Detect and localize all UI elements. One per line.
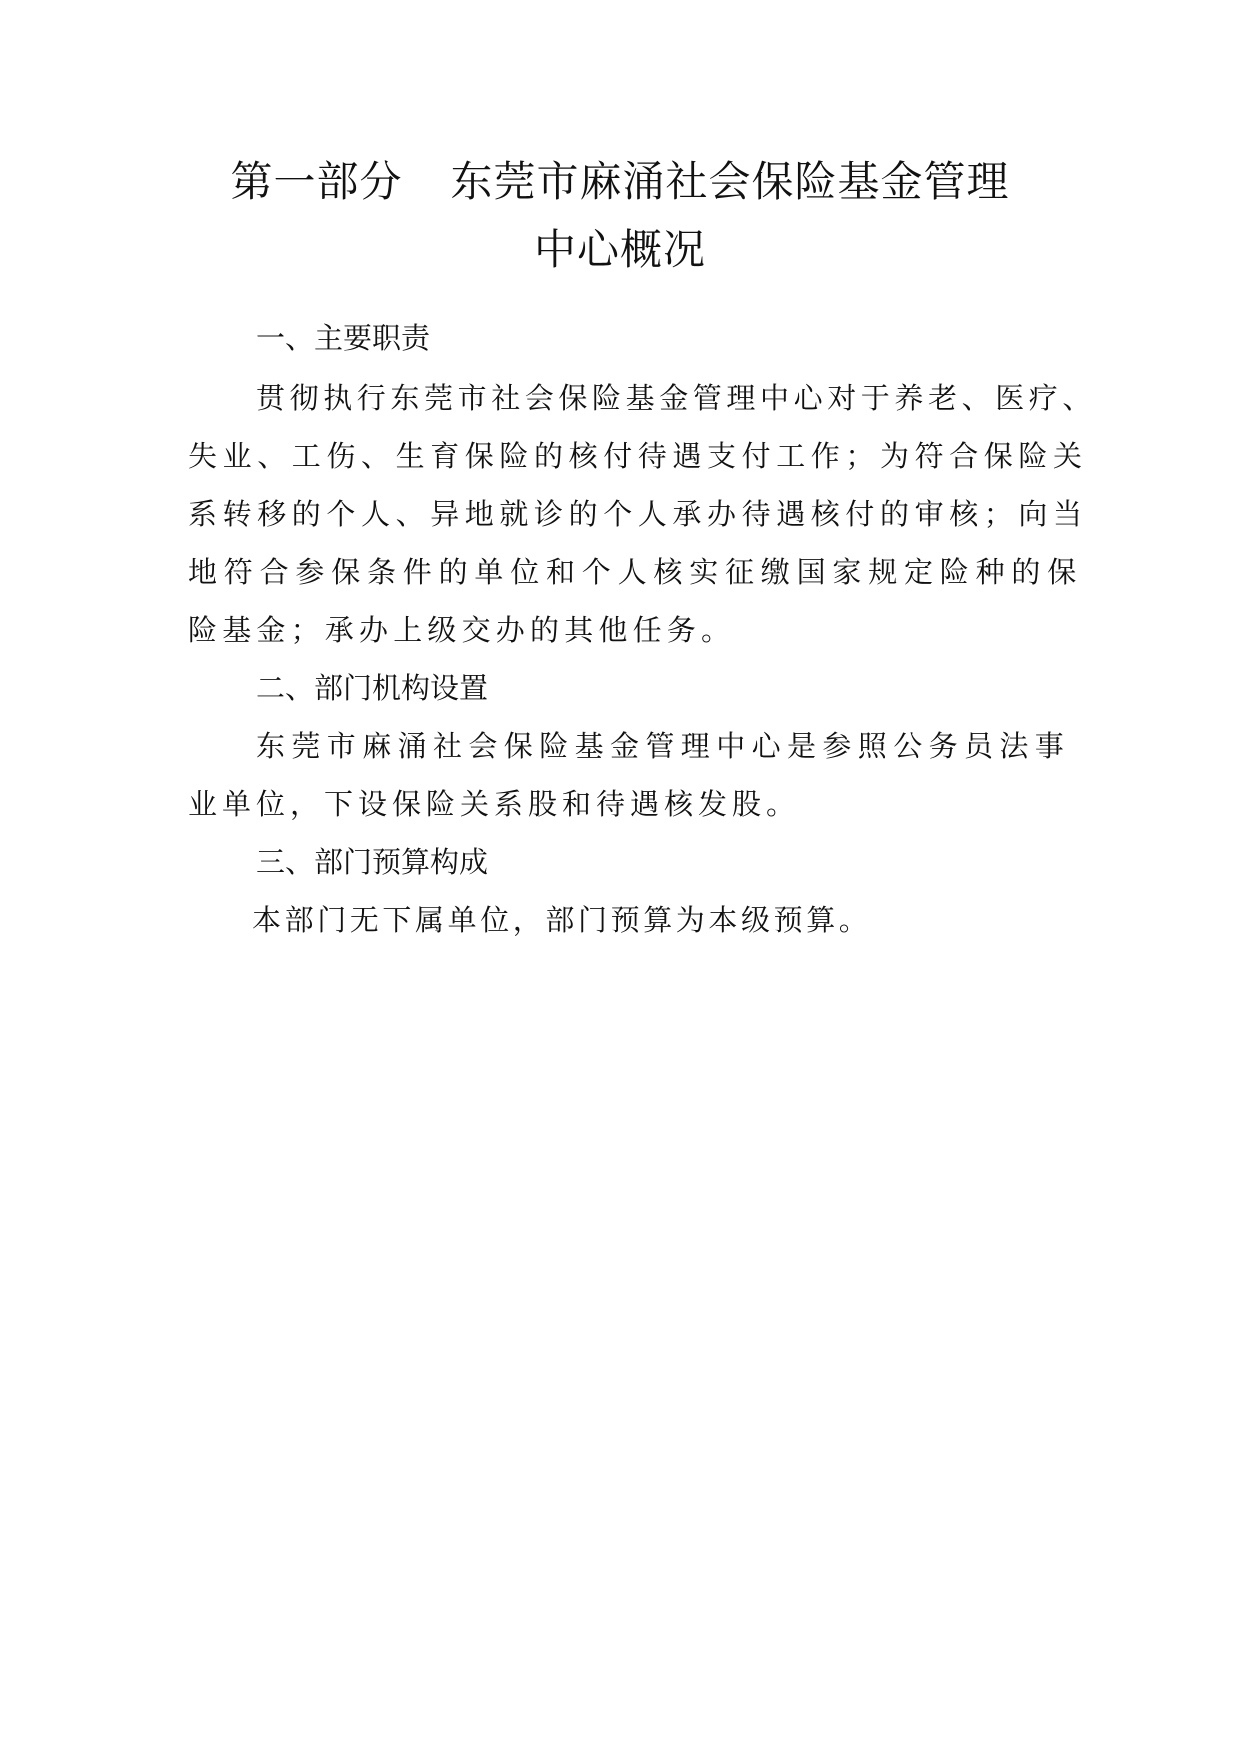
document-title-line-2: 中心概况 xyxy=(533,225,706,274)
paragraph-line: 业单位，下设保险关系股和待遇核发股。 xyxy=(188,787,801,821)
paragraph-line: 失业、工伤、生育保险的核付待遇支付工作；为符合保险关 xyxy=(188,439,1088,473)
paragraph-line: 东莞市麻涌社会保险基金管理中心是参照公务员法事 xyxy=(256,729,1071,763)
paragraph-line: 本部门无下属单位，部门预算为本级预算。 xyxy=(252,903,872,937)
document-title-line-1 xyxy=(150,152,1090,212)
paragraph-line: 贯彻执行东莞市社会保险基金管理中心对于养老、医疗、 xyxy=(256,381,1097,415)
title-part-label: 第一部分 xyxy=(230,157,403,206)
section-heading-department-structure: 二、部门机构设置 xyxy=(256,671,489,705)
paragraph-line: 地符合参保条件的单位和个人核实征缴国家规定险种的保 xyxy=(188,555,1084,589)
paragraph-line: 系转移的个人、异地就诊的个人承办待遇核付的审核；向当 xyxy=(188,497,1088,531)
section-heading-main-duties: 一、主要职责 xyxy=(256,321,431,355)
paragraph-line: 险基金；承办上级交办的其他任务。 xyxy=(188,613,736,647)
section-heading-budget-composition: 三、部门预算构成 xyxy=(256,845,489,879)
title-organization-name: 东莞市麻涌社会保险基金管理 xyxy=(450,157,1010,206)
